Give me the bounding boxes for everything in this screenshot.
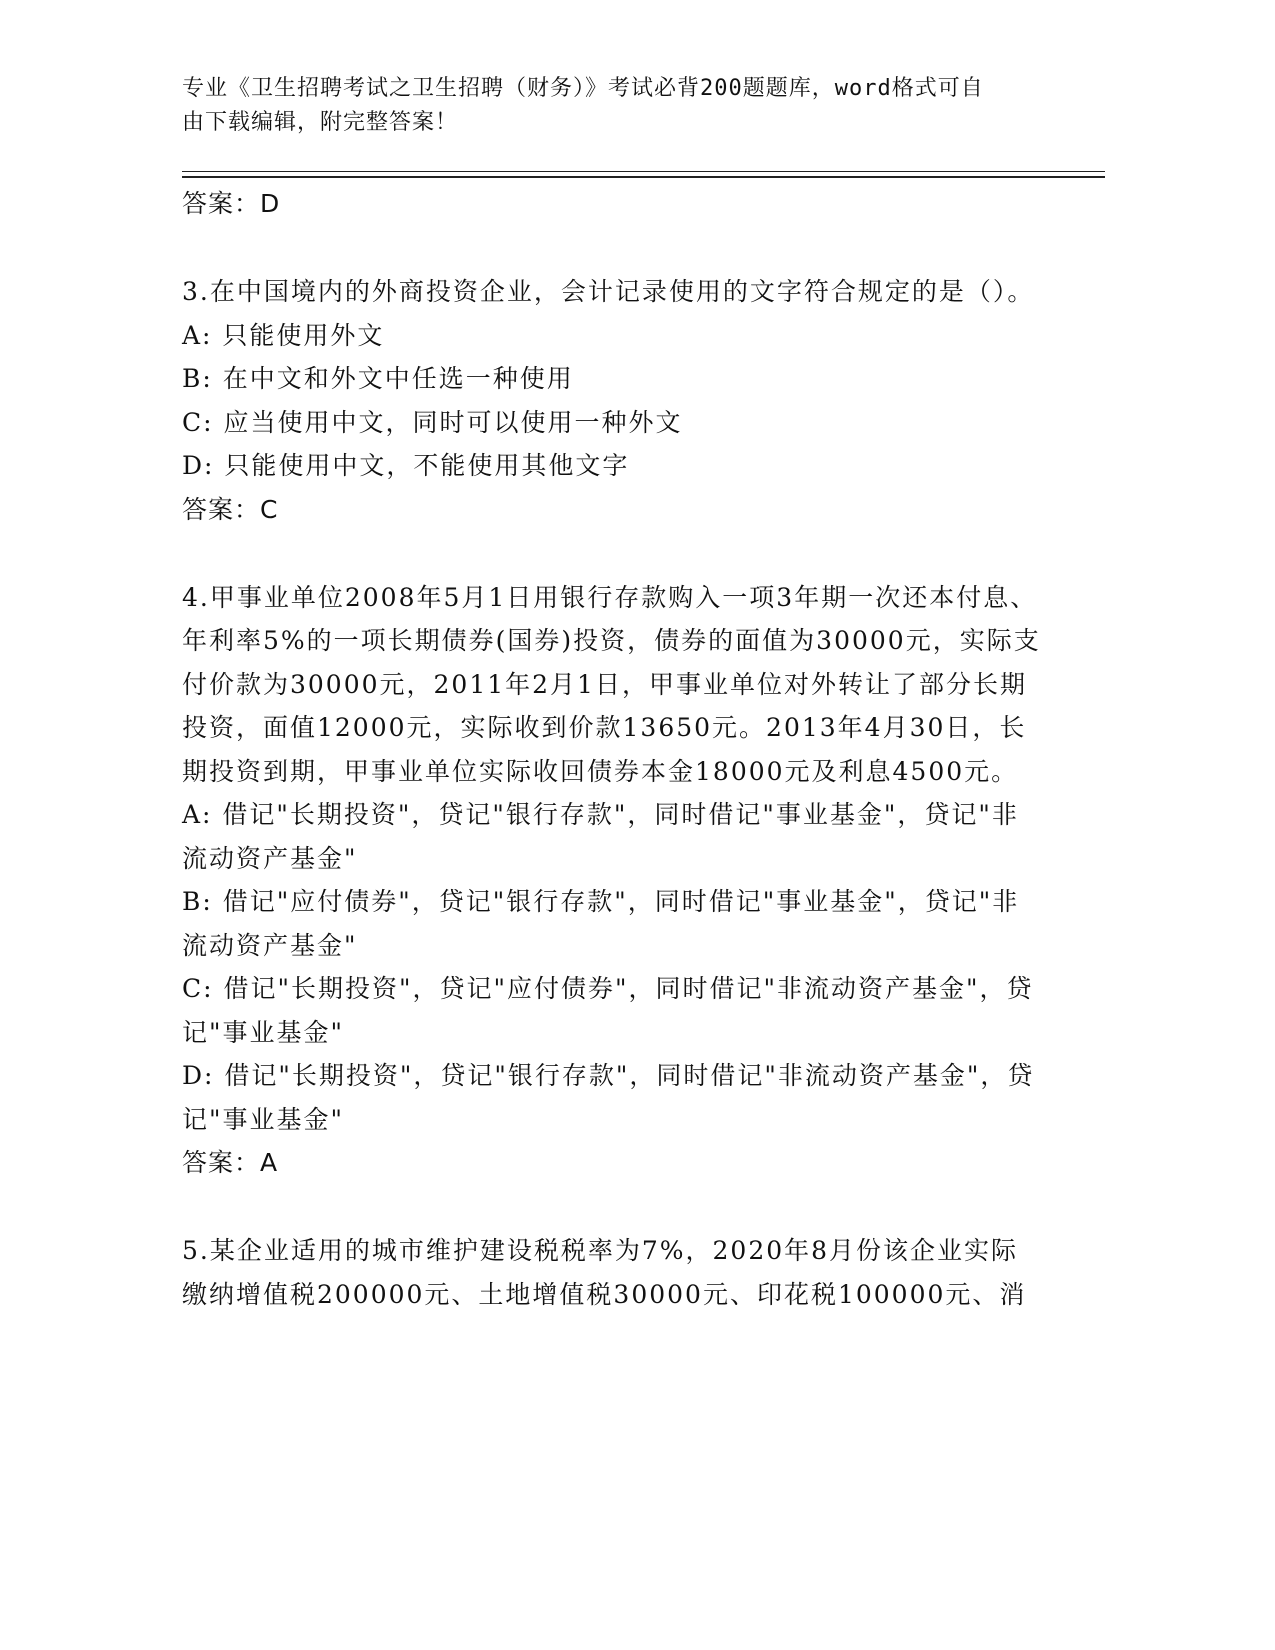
- question-block: [182, 270, 1042, 532]
- document-body: [182, 182, 1042, 1316]
- header-line-1: 专业《卫生招聘考试之卫生招聘（财务）》考试必背200题题库，word格式可自: [182, 76, 984, 101]
- header-line-2: 由下载编辑，附完整答案！: [182, 110, 459, 135]
- header-divider-thick: [182, 176, 1105, 178]
- question-block: [182, 576, 1042, 1186]
- option-d: D: 借记"长期投资"，贷记"银行存款"，同时借记"非流动资产基金"，贷记"事业基金": [182, 1061, 1035, 1134]
- spacer: [182, 532, 1042, 576]
- answer-line: 答案：A: [182, 1148, 279, 1177]
- question-block: [182, 1229, 1042, 1316]
- option-c: C: 应当使用中文，同时可以使用一种外文: [182, 407, 683, 437]
- answer-line: 答案：C: [182, 494, 279, 524]
- option-b: B: 在中文和外文中任选一种使用: [182, 364, 574, 393]
- question-text: 4.甲事业单位2008年5月1日用银行存款购入一项3年期一次还本付息、年利率5%的一项长期债券(国券)投资，债券的面值为30000元，实际支付价款为30000元，2011年2月1日，甲事业单位对外转让了部分长期投资，面值12000元，实际收到价款13650元。2013年4月30日，长期投资到期，甲事业单位实际收回债券本金18000元及利息4500元。: [182, 582, 1041, 786]
- answer-line: 答案：D: [182, 189, 281, 218]
- page-header: [182, 72, 1062, 140]
- option-d: D: 只能使用中文，不能使用其他文字: [182, 451, 630, 480]
- question-text: 3.在中国境内的外商投资企业，会计记录使用的文字符合规定的是（）。: [182, 277, 1035, 306]
- option-a: A: 借记"长期投资"，贷记"银行存款"，同时借记"事业基金"，贷记"非流动资产基金": [182, 800, 1019, 873]
- question-text: 5.某企业适用的城市维护建设税税率为7%，2020年8月份该企业实际缴纳增值税200000元、土地增值税30000元、印花税100000元、消: [182, 1236, 1027, 1309]
- option-a: A: 只能使用外文: [182, 320, 385, 350]
- spacer: [182, 226, 1042, 270]
- spacer: [182, 1185, 1042, 1229]
- option-c: C: 借记"长期投资"，贷记"应付债券"，同时借记"非流动资产基金"，贷记"事业基金": [182, 974, 1034, 1047]
- header-divider-thin: [182, 171, 1105, 172]
- option-b: B: 借记"应付债券"，贷记"银行存款"，同时借记"事业基金"，贷记"非流动资产基金": [182, 887, 1020, 960]
